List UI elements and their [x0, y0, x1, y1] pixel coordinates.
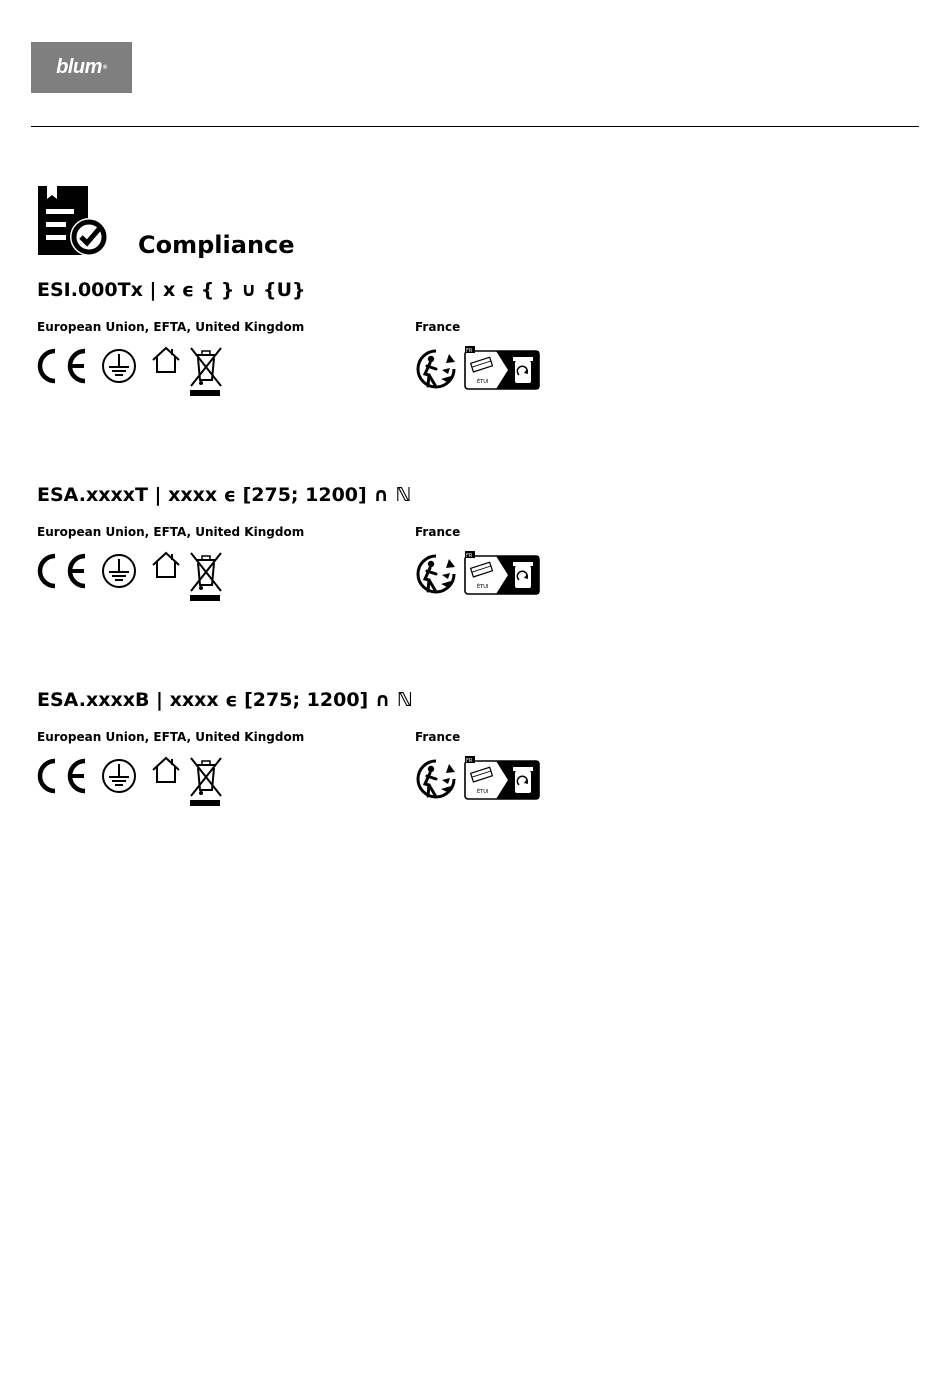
fr-badge-text: FR	[466, 758, 473, 764]
region-label-france: France	[415, 320, 461, 334]
region-label-eu: European Union, EFTA, United Kingdom	[37, 525, 305, 539]
region-label-france: France	[415, 730, 461, 744]
compliance-section-esi	[37, 278, 917, 385]
logo-registered-mark: ®	[102, 64, 107, 71]
page-title: Compliance	[138, 231, 295, 259]
fr-badge-text: FR	[466, 348, 473, 354]
protective-earth-icon	[101, 348, 137, 384]
indoor-use-house-icon	[151, 756, 181, 784]
header-divider	[31, 126, 919, 127]
recycling-info-etui-icon	[464, 346, 540, 390]
weee-crossed-bin-icon	[189, 551, 223, 603]
protective-earth-icon	[101, 758, 137, 794]
etui-label: ÉTUI	[477, 584, 489, 590]
compliance-section-esa-t	[37, 483, 917, 590]
region-label-eu: European Union, EFTA, United Kingdom	[37, 730, 305, 744]
ce-mark-icon	[37, 553, 87, 589]
logo-text: blum	[56, 56, 102, 78]
recycling-info-etui-icon	[464, 756, 540, 800]
protective-earth-icon	[101, 553, 137, 589]
recycling-info-etui-icon	[464, 551, 540, 595]
section-heading: ESI.000Tx | x ϵ { } ∪ {U}	[37, 279, 306, 301]
etui-label: ÉTUI	[477, 379, 489, 385]
triman-icon	[415, 348, 457, 390]
compliance-document-check-icon	[37, 185, 109, 257]
region-label-eu: European Union, EFTA, United Kingdom	[37, 320, 305, 334]
indoor-use-house-icon	[151, 551, 181, 579]
triman-icon	[415, 758, 457, 800]
ce-mark-icon	[37, 348, 87, 384]
region-label-france: France	[415, 525, 461, 539]
section-heading: ESA.xxxxB | xxxx ϵ [275; 1200] ∩ ℕ	[37, 689, 413, 711]
fr-badge-text: FR	[466, 553, 473, 559]
compliance-section-esa-b	[37, 688, 917, 795]
indoor-use-house-icon	[151, 346, 181, 374]
etui-label: ÉTUI	[477, 789, 489, 795]
ce-mark-icon	[37, 758, 87, 794]
section-heading: ESA.xxxxT | xxxx ϵ [275; 1200] ∩ ℕ	[37, 484, 412, 506]
blum-logo[interactable]	[31, 42, 132, 93]
weee-crossed-bin-icon	[189, 756, 223, 808]
weee-crossed-bin-icon	[189, 346, 223, 398]
triman-icon	[415, 553, 457, 595]
